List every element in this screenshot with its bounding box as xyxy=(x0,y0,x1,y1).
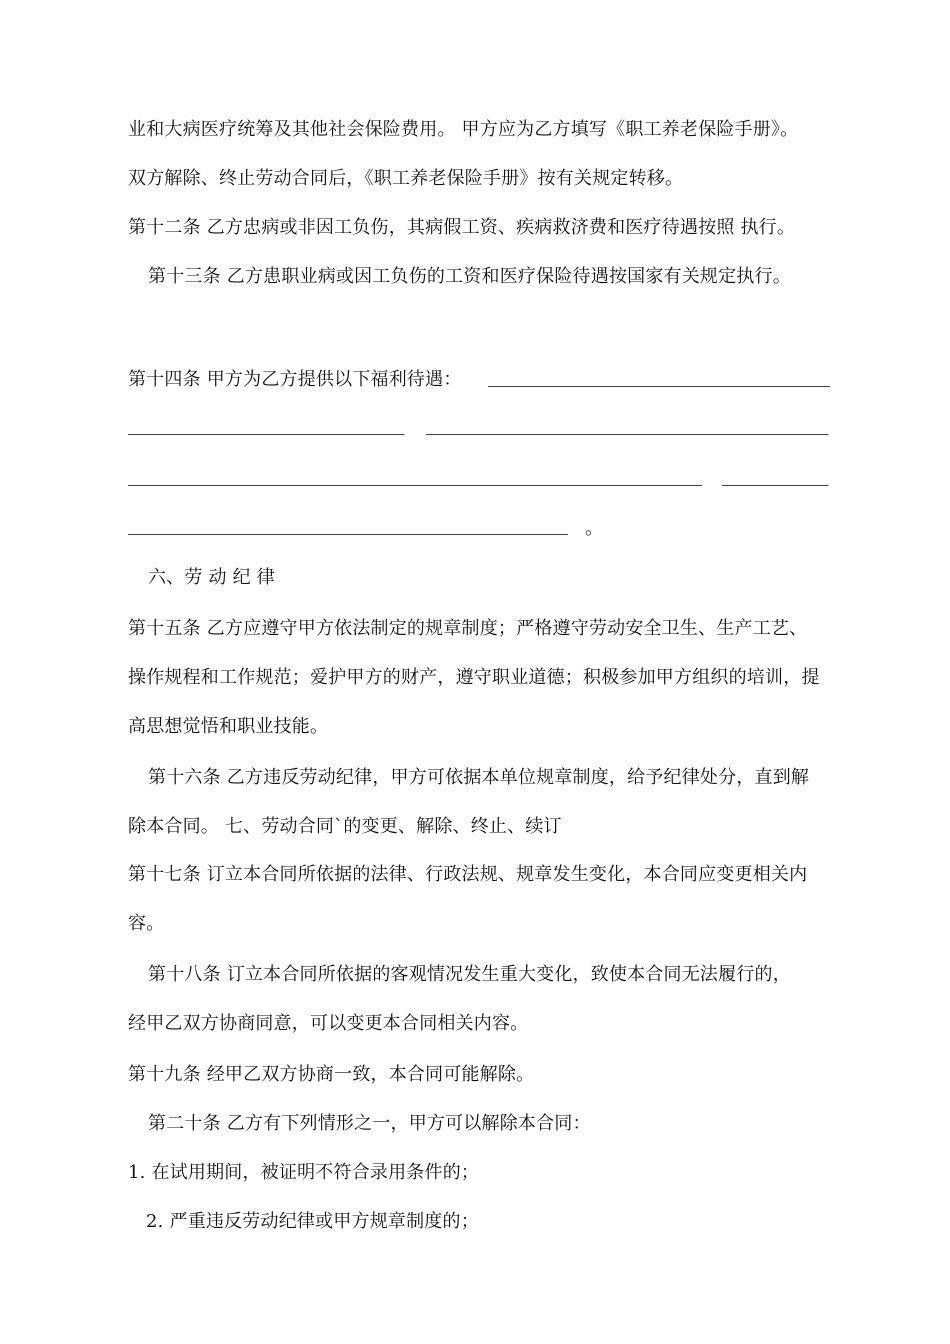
article-14: 第十四条 甲方为乙方提供以下福利待遇： xyxy=(128,369,462,390)
list-item-1: 1. 在试用期间，被证明不符合录用条件的； xyxy=(128,1162,480,1183)
text-line-2: 双方解除、终止劳动合同后，《职工养老保险手册》按有关规定转移。 xyxy=(128,168,684,189)
fill-in-blank xyxy=(128,434,404,435)
article-18: 第十八条 订立本合同所依据的客观情况发生重大变化，致使本合同无法履行的， xyxy=(148,964,791,985)
section-heading-6: 六、劳 动 纪 律 xyxy=(148,567,275,588)
text-line-1: 业和大病医疗统筹及其他社会保险费用。 甲方应为乙方填写《职工养老保险手册》。 xyxy=(128,119,799,140)
article-15: 第十五条 乙方应遵守甲方依法制定的规章制度；严格遵守劳动安全卫生、生产工艺、 xyxy=(128,618,808,639)
text-line: 经甲乙双方协商同意，可以变更本合同相关内容。 xyxy=(128,1013,529,1034)
list-item-2: 2. 严重违反劳动纪律或甲方规章制度的； xyxy=(146,1211,479,1232)
article-12: 第十二条 乙方忠病或非因工负伤，其病假工资、疾病救济费和医疗待遇按照 执行。 xyxy=(128,217,796,238)
period-mark: 。 xyxy=(585,518,604,539)
fill-in-blank xyxy=(426,434,828,435)
fill-in-blank xyxy=(722,485,828,486)
fill-in-blank xyxy=(488,386,830,387)
fill-in-blank xyxy=(128,485,702,486)
section-heading-7: 除本合同。 七、劳动合同`的变更、解除、终止、续订 xyxy=(128,816,562,837)
fill-in-blank xyxy=(128,534,568,535)
text-line: 容。 xyxy=(128,913,165,934)
article-16: 第十六条 乙方违反劳动纪律，甲方可依据本单位规章制度，给予纪律处分，直到解 xyxy=(148,767,810,788)
text-line: 操作规程和工作规范；爱护甲方的财产，遵守职业道德；积极参加甲方组织的培训，提 xyxy=(128,667,820,688)
article-13: 第十三条 乙方患职业病或因工负伤的工资和医疗保险待遇按国家有关规定执行。 xyxy=(148,266,791,287)
article-20: 第二十条 乙方有下列情形之一，甲方可以解除本合同： xyxy=(148,1113,591,1134)
article-17: 第十七条 订立本合同所依据的法律、行政法规、规章发生变化，本合同应变更相关内 xyxy=(128,864,808,885)
article-19: 第十九条 经甲乙双方协商一致，本合同可能解除。 xyxy=(128,1064,535,1085)
text-line: 高思想觉悟和职业技能。 xyxy=(128,716,329,737)
